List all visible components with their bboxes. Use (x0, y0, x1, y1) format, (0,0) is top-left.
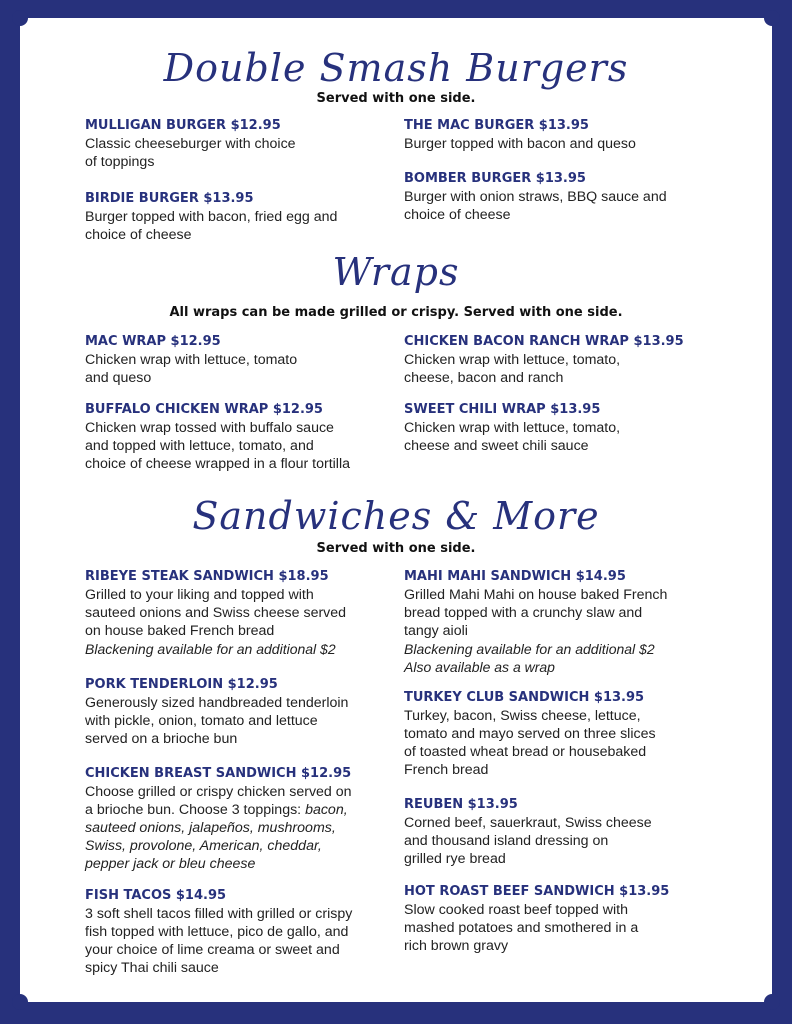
item-desc: of toppings (85, 154, 155, 170)
item-title: RIBEYE STEAK SANDWICH $18.95 (85, 569, 329, 584)
item-desc: fish topped with lettuce, pico de gallo, and (85, 924, 349, 940)
item-desc: on house baked French bread (85, 623, 275, 639)
menu-item-ribeye-steak-sandwich (85, 568, 385, 658)
corner-notch (764, 10, 780, 26)
item-desc (85, 801, 395, 819)
item-title: TURKEY CLUB SANDWICH $13.95 (404, 690, 645, 705)
menu-item-mac-wrap (85, 333, 385, 387)
item-desc: cheese, bacon and ranch (404, 370, 564, 386)
item-desc: and topped with lettuce, tomato, and (85, 438, 314, 454)
item-desc: Burger with onion straws, BBQ sauce and (404, 189, 667, 205)
item-desc: sauteed onions, jalapeños, mushrooms, (85, 820, 336, 836)
item-desc: rich brown gravy (404, 938, 509, 954)
item-title: MAHI MAHI SANDWICH $14.95 (404, 569, 626, 584)
item-desc-part: bacon, (305, 802, 348, 818)
item-note: Blackening available for an additional $2 (404, 641, 655, 657)
item-desc: Generously sized handbreaded tenderloin (85, 695, 349, 711)
corner-notch (12, 994, 28, 1010)
item-title: BOMBER BURGER $13.95 (404, 171, 586, 186)
item-title: REUBEN $13.95 (404, 797, 518, 812)
item-desc: grilled rye bread (404, 851, 506, 867)
item-title: BUFFALO CHICKEN WRAP $12.95 (85, 402, 323, 417)
item-title: FISH TACOS $14.95 (85, 888, 227, 903)
item-desc: Grilled Mahi Mahi on house baked French (404, 587, 668, 603)
item-desc: Choose grilled or crispy chicken served on (85, 784, 352, 800)
item-desc: mashed potatoes and smothered in a (404, 920, 639, 936)
menu-item-mulligan-burger (85, 117, 385, 171)
item-title: BIRDIE BURGER $13.95 (85, 191, 254, 206)
item-desc: and queso (85, 370, 152, 386)
item-title: CHICKEN BREAST SANDWICH $12.95 (85, 766, 352, 781)
item-title: HOT ROAST BEEF SANDWICH $13.95 (404, 884, 670, 899)
section-heading-sandwiches: Sandwiches & More (192, 494, 600, 538)
section-subheading-sandwiches: Served with one side. (316, 541, 476, 556)
item-desc: 3 soft shell tacos filled with grilled or crispy (85, 906, 353, 922)
item-desc: of toasted wheat bread or housebaked (404, 744, 647, 760)
item-desc: Classic cheeseburger with choice (85, 136, 296, 152)
item-desc: choice of cheese (404, 207, 511, 223)
menu-item-reuben (404, 796, 704, 868)
menu-page (20, 18, 772, 1002)
item-desc: Corned beef, sauerkraut, Swiss cheese (404, 815, 652, 831)
item-desc: served on a brioche bun (85, 731, 238, 747)
item-desc: Swiss, provolone, American, cheddar, (85, 838, 322, 854)
item-desc: bread topped with a crunchy slaw and (404, 605, 643, 621)
item-desc: Chicken wrap tossed with buffalo sauce (85, 420, 334, 436)
menu-item-hot-roast-beef-sandwich (404, 883, 704, 955)
item-note: Also available as a wrap (404, 659, 555, 675)
item-desc: Grilled to your liking and topped with (85, 587, 314, 603)
item-desc: choice of cheese (85, 227, 192, 243)
item-title: THE MAC BURGER $13.95 (404, 118, 589, 133)
menu-item-birdie-burger (85, 190, 385, 244)
item-desc: choice of cheese wrapped in a flour tortilla (85, 456, 350, 472)
item-desc: spicy Thai chili sauce (85, 960, 219, 976)
item-desc: Chicken wrap with lettuce, tomato, (404, 352, 621, 368)
menu-item-turkey-club-sandwich (404, 689, 704, 779)
item-desc: Burger topped with bacon, fried egg and (85, 209, 338, 225)
section-heading-burgers: Double Smash Burgers (163, 46, 629, 90)
item-desc: Chicken wrap with lettuce, tomato (85, 352, 298, 368)
menu-item-mahi-mahi-sandwich (404, 568, 704, 676)
corner-notch (764, 994, 780, 1010)
item-desc: pepper jack or bleu cheese (85, 856, 256, 872)
menu-item-mac-burger (404, 117, 704, 153)
section-subheading-burgers: Served with one side. (316, 91, 476, 106)
item-desc: and thousand island dressing on (404, 833, 609, 849)
item-desc: Turkey, bacon, Swiss cheese, lettuce, (404, 708, 641, 724)
menu-item-sweet-chili-wrap (404, 401, 704, 455)
section-subheading-wraps: All wraps can be made grilled or crispy. Served with one side. (169, 305, 623, 320)
item-desc: Chicken wrap with lettuce, tomato, (404, 420, 621, 436)
menu-item-chicken-breast-sandwich (85, 765, 395, 873)
item-desc: with pickle, onion, tomato and lettuce (85, 713, 318, 729)
item-title: SWEET CHILI WRAP $13.95 (404, 402, 601, 417)
item-note: Blackening available for an additional $2 (85, 641, 336, 657)
item-desc: cheese and sweet chili sauce (404, 438, 589, 454)
menu-item-bomber-burger (404, 170, 704, 224)
menu-item-pork-tenderloin (85, 676, 385, 748)
menu-item-chicken-bacon-ranch-wrap (404, 333, 704, 387)
menu-item-buffalo-chicken-wrap (85, 401, 395, 473)
corner-notch (12, 10, 28, 26)
item-title: MULLIGAN BURGER $12.95 (85, 118, 281, 133)
item-desc: your choice of lime creama or sweet and (85, 942, 340, 958)
item-desc-part: a brioche bun. Choose 3 toppings: (85, 802, 306, 818)
item-desc: French bread (404, 762, 489, 778)
item-desc: Burger topped with bacon and queso (404, 136, 636, 152)
item-desc: sauteed onions and Swiss cheese served (85, 605, 347, 621)
item-title: MAC WRAP $12.95 (85, 334, 221, 349)
item-title: CHICKEN BACON RANCH WRAP $13.95 (404, 334, 684, 349)
item-desc: tomato and mayo served on three slices (404, 726, 656, 742)
section-heading-wraps: Wraps (332, 250, 460, 294)
menu-item-fish-tacos (85, 887, 395, 977)
item-desc: Slow cooked roast beef topped with (404, 902, 628, 918)
item-title: PORK TENDERLOIN $12.95 (85, 677, 278, 692)
item-desc: tangy aioli (404, 623, 468, 639)
